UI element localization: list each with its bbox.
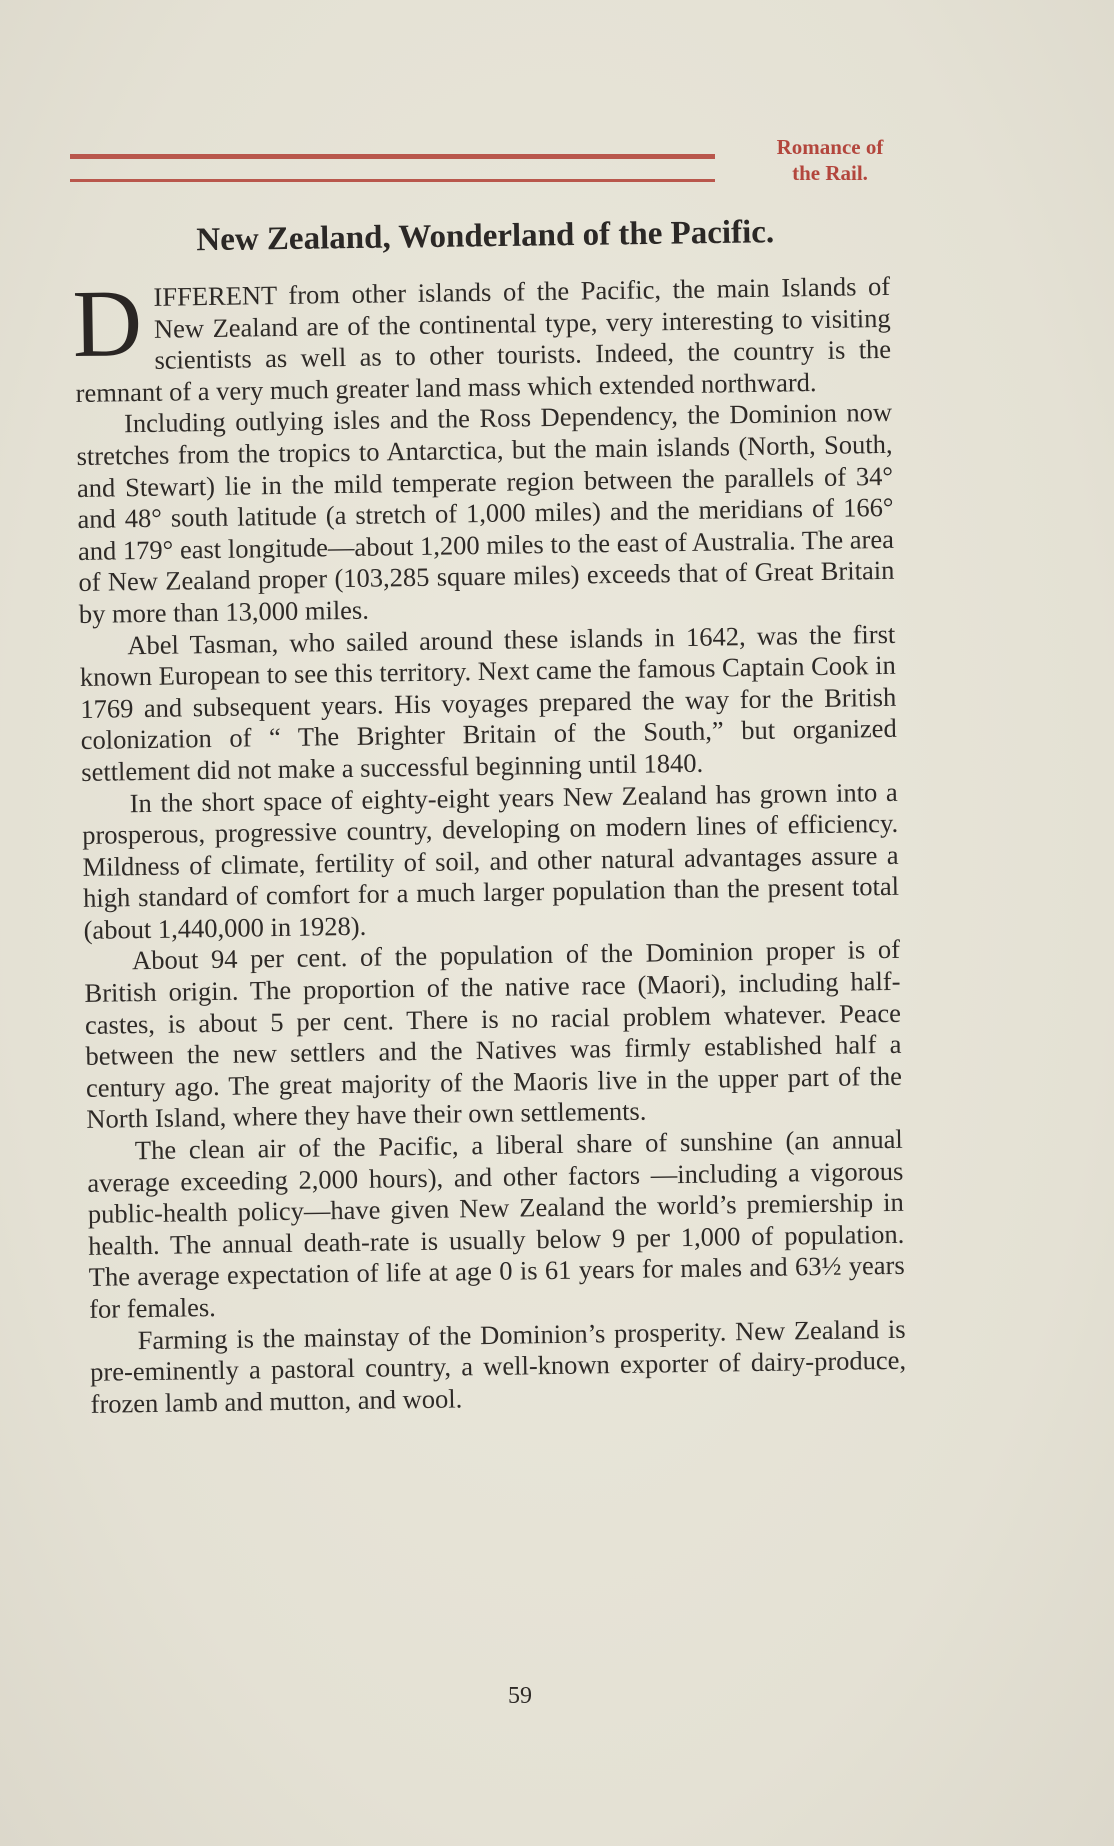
paragraph-6: The clean air of the Pacific, a liberal share of sunshine (an annual average exceeding 2,000 hours), and other factors —including a vigorous public-health policy—have given New Zealand the world’s premiership in health. The annual death-rate is usually below 9 per 1,000 of population. The average expectation of life at age 0 is 61 years for males and 63½ years for females. [87, 1123, 905, 1324]
article-body [71, 269, 907, 1420]
header-rule-thin [70, 179, 715, 182]
paragraph-5: About 94 per cent. of the population of the Dominion proper is of British origin. The proportion of the native race (Maori), including half-castes, is about 5 per cent. There is no racial problem whatever. Peace between the new settlers and the Natives was firmly established half a century ago. The great majority of the Maoris live in the upper part of the North Island, where they have their own settlements. [84, 934, 903, 1135]
header-rule-thick [70, 154, 715, 159]
paragraph-1-text: IFFERENT from other islands of the Pacific, the main Islands of New Zealand are of the continental type, very interesting to visiting scientists as well as to other tourists. Indeed, the country is the remnant of a very much greater land mass which extended northward. [75, 270, 892, 408]
paragraph-7: Farming is the mainstay of the Dominion’s prosperity. New Zealand is pre-eminently a pastoral country, a well-known exporter of dairy-produce, frozen lamb and mutton, and wool. [89, 1313, 907, 1419]
article-title: New Zealand, Wonderland of the Pacific. [196, 214, 775, 259]
paragraph-3: Abel Tasman, who sailed around these islands in 1642, was the first known European to see this territory. Next came the famous Captain Cook in 1769 and subsequent years. His voyages prepared the way for the British colonization of “ The Brighter Britain of the South,” but organized settlement did not make a successful beginning until 1840. [79, 618, 897, 787]
running-head-line2: the Rail. [792, 161, 868, 185]
drop-cap: D [71, 269, 143, 378]
page-number: 59 [508, 1683, 532, 1709]
running-head [730, 134, 930, 186]
paragraph-2: Including outlying isles and the Ross Dependency, the Dominion now stretches from the tropics to Antarctica, but the main islands (North, South, and Stewart) lie in the mild temperate region between the parallels of 34° and 48° south latitude (a stretch of 1,000 miles) and the meridians of 166° and 179° east longitude—about 1,200 miles to the east of Australia. The area of New Zealand proper (103,285 square miles) exceeds that of Great Britain by more than 13,000 miles. [76, 397, 895, 629]
running-head-line1: Romance of [776, 135, 884, 159]
paragraph-4: In the short space of eighty-eight years New Zealand has grown into a prosperous, progressive country, developing on modern lines of efficiency. Mildness of climate, fertility of soil, and other natural advantages assure a high standard of comfort for a much larger population than the present total (about 1,440,000 in 1928). [81, 776, 900, 945]
paragraph-1 [71, 269, 892, 409]
